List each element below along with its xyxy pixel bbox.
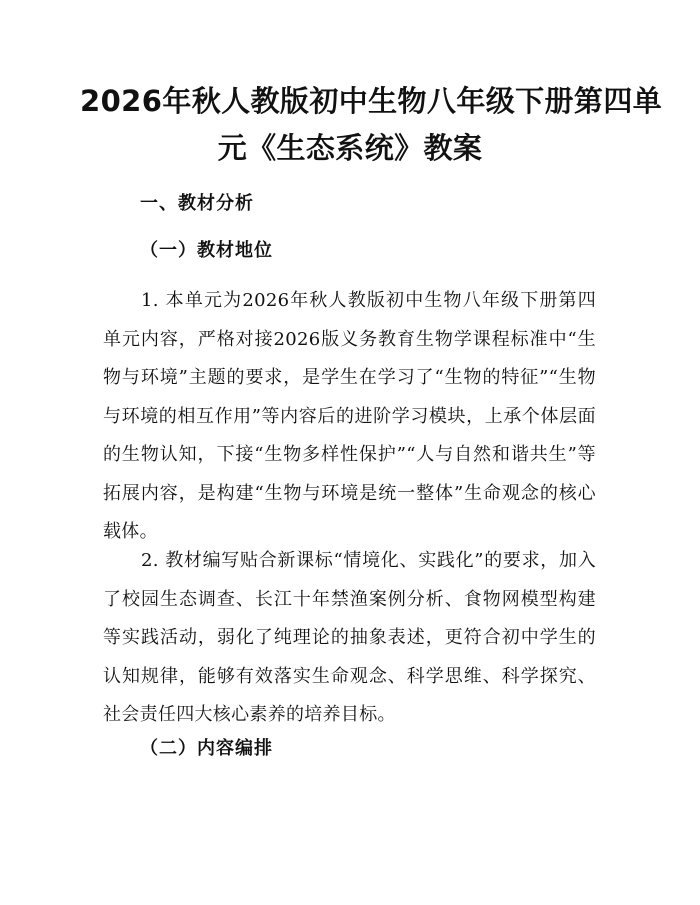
subsection-heading-textbook-status: （一）教材地位 — [140, 240, 273, 261]
subsection-heading-content-arrangement: （二）内容编排 — [140, 738, 273, 759]
paragraph-2: 2. 教材编写贴合新课标“情境化、实践化”的要求，加入了校园生态调查、长江十年禁渔案例分析、食物网模型构建等实践活动，弱化了纯理论的抽象表述，更符合初中学生的认知规律，能够有效落实生命观念、科学思维、科学探究、社会责任四大核心素养的培养目标。 — [103, 550, 596, 725]
section-heading-textbook-analysis: 一、教材分析 — [140, 193, 254, 214]
document-title-line-2: 元《生态系统》教案 — [217, 131, 483, 165]
paragraph-1: 1. 本单元为2026年秋人教版初中生物八年级下册第四单元内容，严格对接2026版义务教育生物学课程标准中“生物与环境”主题的要求，是学生在学习了“生物的特征”“生物与环境的相互作用”等内容后的进阶学习模块，上承个体层面的生物认知，下接“生物多样性保护”“人与自然和谐共生”等拓展内容，是构建“生物与环境是统一整体”生命观念的核心载体。 — [103, 290, 596, 542]
document-title-line-1: 2026年秋人教版初中生物八年级下册第四单 — [80, 84, 663, 118]
